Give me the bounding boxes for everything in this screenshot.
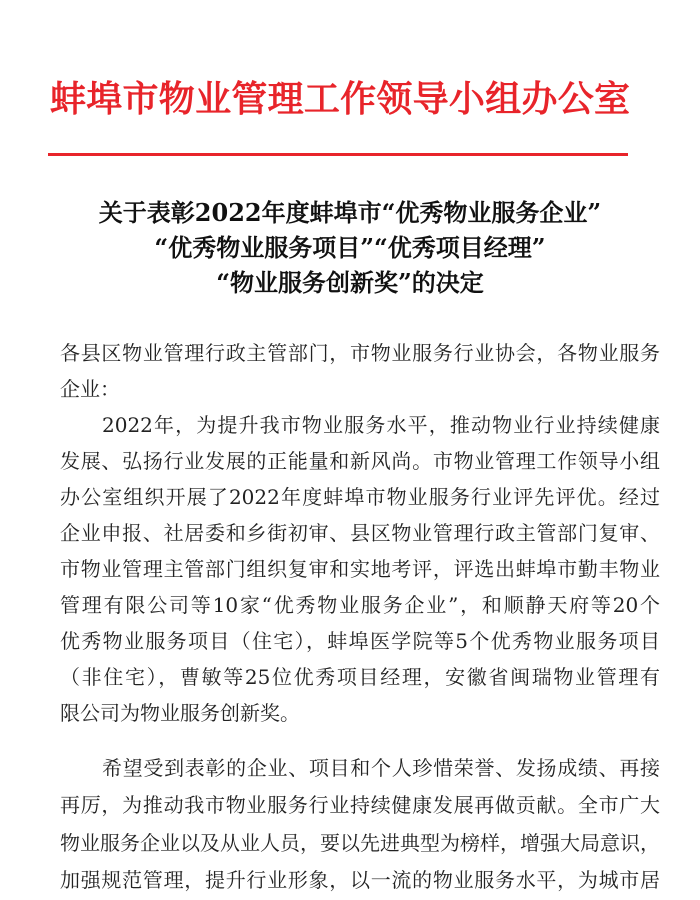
body-line: 企业申报、社居委和乡街初审、县区物业管理行政主管部门复审、 xyxy=(60,521,660,545)
body-line: 发展、弘扬行业发展的正能量和新风尚。市物业管理工作领导小组 xyxy=(60,449,660,473)
body-line: 市物业管理主管部门组织复审和实地考评，评选出蚌埠市勤丰物业 xyxy=(60,557,660,581)
red-divider xyxy=(48,153,628,156)
body-line: 希望受到表彰的企业、项目和个人珍惜荣誉、发扬成绩、再接 xyxy=(102,756,660,780)
body-line: 管理有限公司等10家“优秀物业服务企业”，和顺静天府等20个 xyxy=(60,593,660,617)
issuer-masthead: 蚌埠市物业管理工作领导小组办公室 xyxy=(50,79,630,120)
body-line: 办公室组织开展了2022年度蚌埠市物业服务行业评先评优。经过 xyxy=(60,485,660,509)
body-line: 物业服务企业以及从业人员，要以先进典型为榜样，增强大局意识， xyxy=(60,831,660,855)
document-title-line-3: “物业服务创新奖”的决定 xyxy=(216,268,484,297)
body-line: 各县区物业管理行政主管部门，市物业服务行业协会，各物业服务 xyxy=(60,341,660,365)
body-line: 加强规范管理，提升行业形象，以一流的物业服务水平，为城市居 xyxy=(60,868,660,892)
body-line: 企业： xyxy=(60,377,120,401)
body-line: （非住宅），曹敏等25位优秀项目经理，安徽省闽瑞物业管理有 xyxy=(60,665,660,689)
body-line: 再厉，为推动我市物业服务行业持续健康发展再做贡献。全市广大 xyxy=(60,793,660,817)
document-title-line-2: “优秀物业服务项目”“优秀项目经理” xyxy=(154,233,546,262)
body-line: 限公司为物业服务创新奖。 xyxy=(60,701,300,725)
body-line: 优秀物业服务项目（住宅），蚌埠医学院等5个优秀物业服务项目 xyxy=(60,629,660,653)
body-line: 2022年，为提升我市物业服务水平，推动物业行业持续健康 xyxy=(102,413,660,437)
document-title-line-1: 关于表彰2022年度蚌埠市“优秀物业服务企业” xyxy=(98,198,602,227)
